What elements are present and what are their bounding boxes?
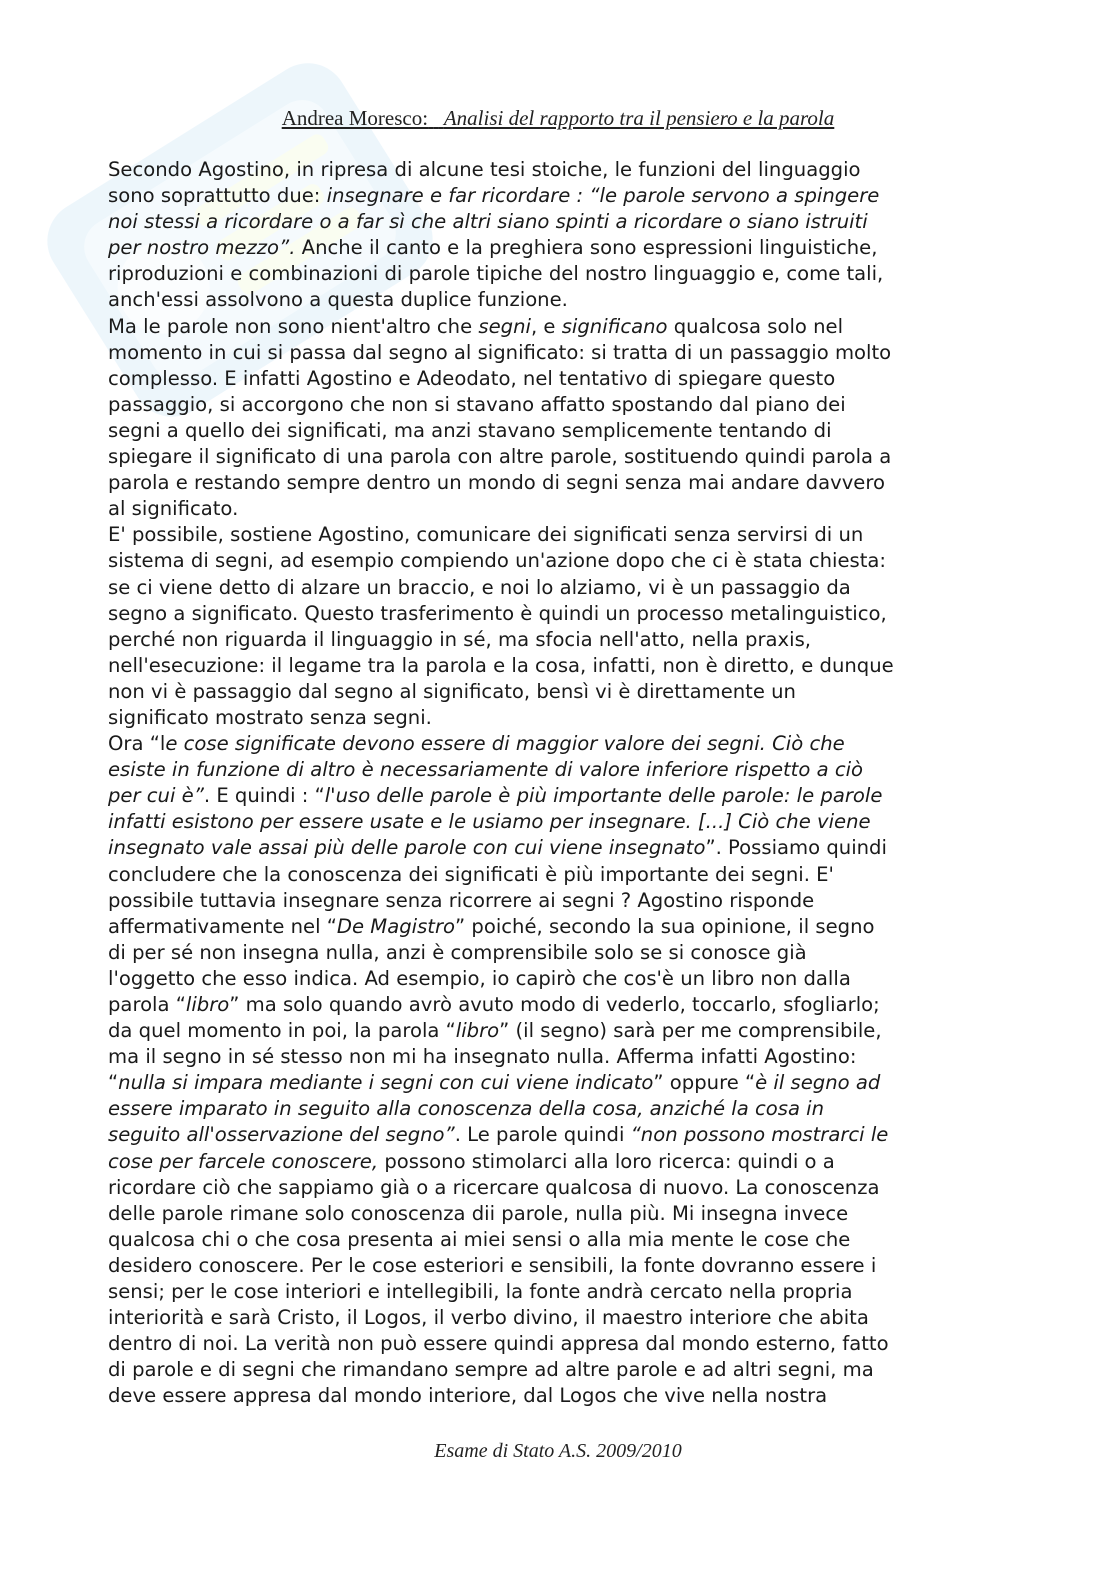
italic-text-segment: infatti esistono per essere usate e le usiamo per insegnare. [...] Ciò che viene	[108, 810, 871, 834]
text-line	[108, 627, 1008, 653]
text-segment: ” (il segno) sarà per me comprensibile,	[499, 1019, 882, 1043]
italic-text-segment: libro	[185, 993, 230, 1016]
italic-text-segment: l'uso delle parole è più importante delle parole: le parole	[324, 784, 883, 808]
text-segment: ma il segno in sé stesso non mi ha insegnato nulla. Afferma infatti Agostino:	[108, 1045, 857, 1069]
header-author: Andrea Moresco:	[281, 106, 429, 130]
text-line	[108, 757, 1008, 783]
italic-text-segment: esiste in funzione di altro è necessariamente di valore inferiore rispetto a ciò	[108, 758, 864, 782]
italic-text-segment: significano	[561, 314, 668, 338]
text-segment: , e	[530, 314, 562, 338]
text-segment: “	[108, 1071, 119, 1095]
italic-text-segment: è il segno ad	[755, 1071, 881, 1095]
text-segment: di per sé non insegna nulla, anzi è comprensibile solo se si conosce già	[108, 940, 807, 964]
text-segment: possono stimolarci alla loro ricerca: quindi o a	[378, 1149, 835, 1173]
text-line	[108, 209, 1008, 235]
text-segment: spiegare il significato di una parola con altre parole, sostituendo quindi parola a	[108, 445, 892, 469]
text-line	[108, 835, 1008, 861]
text-line	[108, 548, 1008, 574]
text-line	[108, 314, 1008, 340]
text-line	[108, 1227, 1008, 1253]
text-line	[108, 157, 1008, 183]
italic-text-segment: insegnare e far ricordare : “le parole servono a spingere	[326, 184, 880, 208]
text-line	[108, 1253, 1008, 1279]
italic-text-segment: per nostro mezzo”.	[108, 236, 296, 260]
text-segment: concludere che la conoscenza dei significati è più importante dei segni. E'	[108, 862, 834, 886]
text-segment: E' possibile, sostiene Agostino, comunicare dei significati senza servirsi di un	[108, 523, 864, 547]
text-line	[108, 731, 1008, 757]
text-segment: significato mostrato senza segni.	[108, 705, 432, 729]
italic-text-segment: De Magistro	[336, 914, 456, 938]
text-segment: parola “	[108, 993, 186, 1016]
italic-text-segment: segni	[478, 314, 531, 338]
text-segment: Ora “l	[108, 732, 166, 756]
italic-text-segment: “non possono mostrarci le	[630, 1123, 889, 1147]
text-segment: possibile tuttavia insegnare senza ricorrere ai segni ? Agostino risponde	[108, 888, 815, 912]
text-segment: ” ma solo quando avrò avuto modo di vederlo, toccarlo, sfogliarlo;	[229, 993, 880, 1016]
text-segment: sono soprattutto due:	[108, 184, 327, 208]
text-segment: di parole e di segni che rimandano sempre ad altre parole e ad altri segni, ma	[108, 1358, 874, 1382]
text-segment: Secondo Agostino, in ripresa di alcune tesi stoiche, le funzioni del linguaggio	[108, 158, 861, 181]
text-segment: deve essere appresa dal mondo interiore, dal Logos che vive nella nostra	[108, 1384, 828, 1408]
text-line	[108, 444, 1008, 470]
text-line	[108, 809, 1008, 835]
text-line	[108, 1279, 1008, 1305]
text-segment: segni a quello dei significati, ma anzi stavano semplicemente tentando di	[108, 418, 832, 442]
text-segment: delle parole rimane solo conoscenza dii parole, nulla più. Mi insegna invece	[108, 1201, 849, 1225]
text-segment: Anche il canto e la preghiera sono espressioni linguistiche,	[295, 236, 878, 260]
text-line	[108, 287, 1008, 313]
text-segment: Ma le parole non sono nient'altro che	[108, 314, 479, 338]
text-segment: sistema di segni, ad esempio compiendo un'azione dopo che ci è stata chiesta:	[108, 549, 887, 573]
text-line	[108, 1383, 1008, 1409]
text-line	[108, 1149, 1008, 1175]
text-segment: passaggio, si accorgono che non si stavano affatto spostando dal piano dei	[108, 392, 846, 416]
text-line	[108, 470, 1008, 496]
text-line	[108, 575, 1008, 601]
text-line	[108, 653, 1008, 679]
text-line	[108, 966, 1008, 992]
text-line	[108, 1018, 1008, 1044]
text-line	[108, 1096, 1008, 1122]
text-segment: anch'essi assolvono a questa duplice funzione.	[108, 288, 568, 312]
text-line	[108, 783, 1008, 809]
header-title: Analisi del rapporto tra il pensiero e la parola	[443, 106, 835, 130]
text-segment: nell'esecuzione: il legame tra la parola e la cosa, infatti, non è diretto, e dunque	[108, 653, 894, 677]
text-segment: ” poiché, secondo la sua opinione, il segno	[455, 914, 875, 938]
text-line	[108, 1070, 1008, 1096]
text-segment: al significato.	[108, 497, 239, 521]
text-line	[108, 496, 1008, 522]
text-segment: interiorità e sarà Cristo, il Logos, il verbo divino, il maestro interiore che abita	[108, 1306, 869, 1330]
italic-text-segment: cose per farcele conoscere,	[108, 1149, 379, 1173]
italic-text-segment: seguito all'osservazione del segno”	[108, 1123, 455, 1147]
text-segment: desidero conoscere. Per le cose esteriori e sensibili, la fonte dovranno essere i	[108, 1253, 877, 1277]
text-line	[108, 992, 1008, 1018]
text-segment: parola e restando sempre dentro un mondo di segni senza mai andare davvero	[108, 471, 885, 495]
text-segment: qualcosa chi o che cosa presenta ai miei sensi o alla mia mente le cose che	[108, 1227, 851, 1251]
text-segment: ”. Possiamo quindi	[705, 836, 887, 860]
text-line	[108, 1044, 1008, 1070]
text-line	[108, 862, 1008, 888]
text-segment: qualcosa solo nel	[667, 314, 844, 338]
italic-text-segment: libro	[455, 1019, 500, 1043]
italic-text-segment: per cui è”	[108, 784, 204, 808]
text-line	[108, 366, 1008, 392]
text-segment: l'oggetto che esso indica. Ad esempio, io capirò che cos'è un libro non dalla	[108, 966, 851, 990]
italic-text-segment: noi stessi a ricordare o a far sì che altri siano spinti a ricordare o siano istruiti	[108, 210, 868, 234]
text-line	[108, 261, 1008, 287]
italic-text-segment: essere imparato in seguito alla conoscenza della cosa, anziché la cosa in	[108, 1097, 825, 1121]
text-line	[108, 1305, 1008, 1331]
text-line	[108, 235, 1008, 261]
text-line	[108, 940, 1008, 966]
text-line	[108, 914, 1008, 940]
text-line	[108, 522, 1008, 548]
italic-text-segment: insegnato vale assai più delle parole con cui viene insegnato	[108, 836, 706, 860]
text-line	[108, 1201, 1008, 1227]
text-line	[108, 601, 1008, 627]
text-segment: da quel momento in poi, la parola “	[108, 1019, 456, 1043]
text-line	[108, 392, 1008, 418]
text-line	[108, 183, 1008, 209]
text-line	[108, 1175, 1008, 1201]
text-line	[108, 888, 1008, 914]
text-line	[108, 679, 1008, 705]
text-segment: segno a significato. Questo trasferimento è quindi un processo metalinguistico,	[108, 601, 887, 625]
italic-text-segment: nulla si impara mediante i segni con cui viene indicato	[118, 1071, 654, 1095]
text-segment: riproduzioni e combinazioni di parole tipiche del nostro linguaggio e, come tali,	[108, 262, 884, 286]
text-line	[108, 418, 1008, 444]
text-segment: complesso. E infatti Agostino e Adeodato, nel tentativo di spiegare questo	[108, 366, 836, 390]
text-segment: affermativamente nel “	[108, 914, 337, 938]
text-segment: se ci viene detto di alzare un braccio, e noi lo alziamo, vi è un passaggio da	[108, 575, 851, 599]
document-body	[108, 157, 1008, 1410]
text-segment: dentro di noi. La verità non può essere quindi appresa dal mondo esterno, fatto	[108, 1332, 889, 1356]
text-segment: perché non riguarda il linguaggio in sé, ma sfocia nell'atto, nella praxis,	[108, 627, 812, 651]
page-header	[0, 106, 1116, 131]
text-line	[108, 1357, 1008, 1383]
text-segment: ” oppure “	[653, 1071, 756, 1095]
text-line	[108, 1331, 1008, 1357]
text-line	[108, 1122, 1008, 1148]
text-segment: . Le parole quindi	[454, 1123, 631, 1147]
italic-text-segment: e cose significate devono essere di maggior valore dei segni. Ciò che	[165, 732, 845, 756]
text-segment: . E quindi : “	[203, 784, 325, 808]
text-segment: momento in cui si passa dal segno al significato: si tratta di un passaggio molto	[108, 340, 892, 364]
text-segment: non vi è passaggio dal segno al significato, bensì vi è direttamente un	[108, 679, 796, 703]
text-segment: sensi; per le cose interiori e intellegibili, la fonte andrà cercato nella propria	[108, 1280, 853, 1304]
page-footer: Esame di Stato A.S. 2009/2010	[434, 1440, 682, 1462]
text-segment: ricordare ciò che sappiamo già o a ricercare qualcosa di nuovo. La conoscenza	[108, 1175, 880, 1199]
text-line	[108, 340, 1008, 366]
text-line	[108, 705, 1008, 731]
